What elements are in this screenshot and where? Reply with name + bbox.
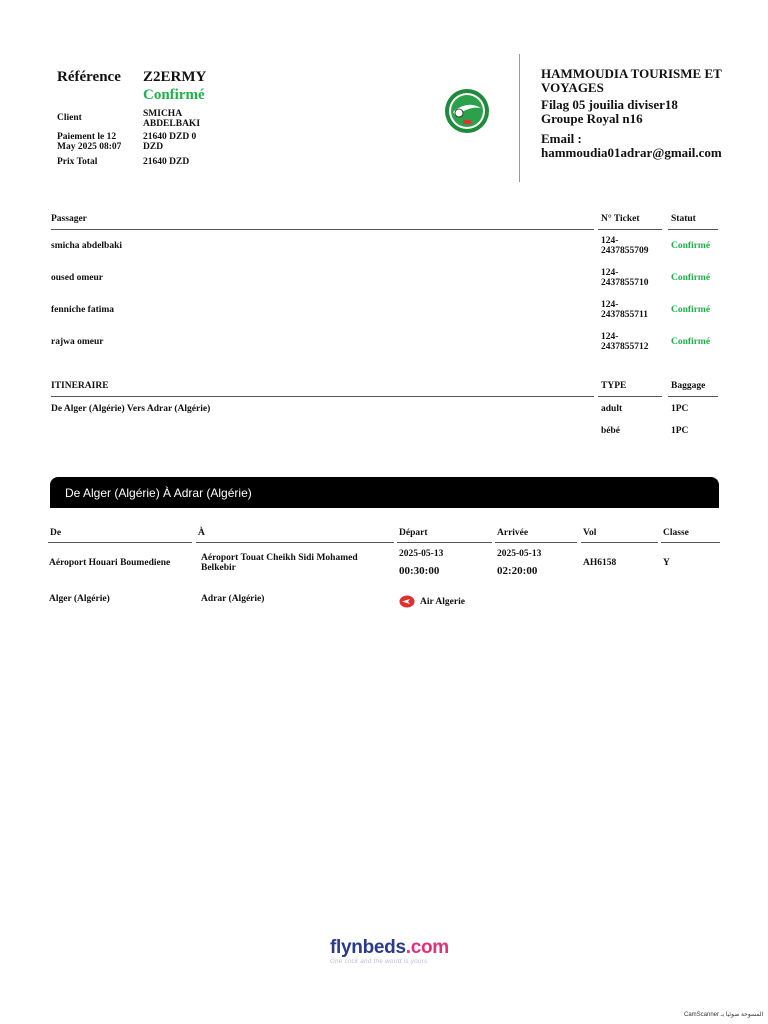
client-value: SMICHA ABDELBAKI <box>143 109 201 129</box>
passenger-name: smicha abdelbaki <box>51 241 123 251</box>
agency-name: HAMMOUDIA TOURISME ET VOYAGES <box>541 66 722 95</box>
status-badge: Confirmé <box>671 337 711 347</box>
total-value: 21640 DZD <box>143 157 190 167</box>
ticket-number: 124- 2437855712 <box>601 332 649 352</box>
air-algerie-logo-icon <box>399 595 415 608</box>
arrival-header-line <box>495 542 577 543</box>
agency-address-line1: Filag 05 jouilia diviser18 <box>541 97 678 112</box>
airline-name: Air Algerie <box>420 597 465 607</box>
type-header: TYPE <box>601 381 627 391</box>
total-label: Prix Total <box>57 157 98 167</box>
passenger-name: fenniche fatima <box>51 305 115 315</box>
to-header: À <box>198 528 205 538</box>
agency-email-value: hammoudia01adrar@gmail.com <box>541 145 722 160</box>
status-badge: Confirmé <box>671 273 711 283</box>
ticket-header-line <box>598 229 662 230</box>
passenger-name: oused omeur <box>51 273 103 283</box>
passenger-name: rajwa omeur <box>51 337 104 347</box>
from-header-line <box>48 542 192 543</box>
payment-label: Paiement le 12 May 2025 08:07 <box>57 132 122 152</box>
flight-banner-title: De Alger (Algérie) À Adrar (Algérie) <box>65 486 252 500</box>
baggage-allowance: 1PC <box>671 426 689 436</box>
baggage-header-line <box>668 396 718 397</box>
reference-value: Z2ERMY <box>143 69 207 85</box>
passenger-type: adult <box>601 404 623 414</box>
scanner-watermark: CamScanner المسوحة ضوئيا بـ <box>684 1012 764 1018</box>
departure-date: 2025-05-13 <box>399 549 444 559</box>
baggage-header: Baggage <box>671 381 706 391</box>
agency-logo-icon <box>444 88 490 134</box>
to-city: Adrar (Algérie) <box>201 594 265 604</box>
type-header-line <box>598 396 662 397</box>
ticket-header: N° Ticket <box>601 214 640 224</box>
flynbeds-tagline: One click and the world is yours <box>330 959 428 965</box>
status-header: Statut <box>671 214 696 224</box>
itinerary-header-line <box>51 396 594 397</box>
class-header: Classe <box>663 528 689 538</box>
ticket-number: 124- 2437855711 <box>601 300 648 320</box>
from-header: De <box>50 528 62 538</box>
agency-email-label: Email : <box>541 131 582 146</box>
flight-header-line <box>581 542 658 543</box>
reference-status: Confirmé <box>143 87 205 103</box>
agency-info <box>541 67 751 160</box>
agency-address-line2: Groupe Royal n16 <box>541 111 643 126</box>
client-label: Client <box>57 113 82 123</box>
baggage-allowance: 1PC <box>671 404 689 414</box>
to-header-line <box>196 542 394 543</box>
status-badge: Confirmé <box>671 241 711 251</box>
arrival-header: Arrivée <box>497 528 529 538</box>
passenger-header: Passager <box>51 214 87 224</box>
ticket-number: 124- 2437855709 <box>601 236 649 256</box>
flight-class: Y <box>663 558 670 568</box>
flight-number: AH6158 <box>583 558 617 568</box>
departure-header-line <box>397 542 492 543</box>
class-header-line <box>661 542 720 543</box>
departure-header: Départ <box>399 528 428 538</box>
passenger-header-line <box>51 229 594 230</box>
flynbeds-logo: flynbeds.com <box>330 937 449 958</box>
itinerary-header: ITINERAIRE <box>51 381 109 391</box>
itinerary-route: De Alger (Algérie) Vers Adrar (Algérie) <box>51 404 211 414</box>
from-city: Alger (Algérie) <box>49 594 110 604</box>
status-badge: Confirmé <box>671 305 711 315</box>
arrival-date: 2025-05-13 <box>497 549 542 559</box>
arrival-time: 02:20:00 <box>497 565 538 577</box>
header-divider <box>519 54 520 182</box>
from-airport: Aéroport Houari Boumediene <box>49 558 171 568</box>
reference-label: Référence <box>57 69 121 85</box>
payment-value: 21640 DZD 0 DZD <box>143 132 197 152</box>
passenger-type: bébé <box>601 426 620 436</box>
ticket-number: 124- 2437855710 <box>601 268 649 288</box>
departure-time: 00:30:00 <box>399 565 440 577</box>
to-airport: Aéroport Touat Cheikh Sidi Mohamed Belkebir <box>201 553 358 573</box>
flight-header: Vol <box>583 528 597 538</box>
flight-banner <box>50 477 719 508</box>
status-header-line <box>668 229 718 230</box>
